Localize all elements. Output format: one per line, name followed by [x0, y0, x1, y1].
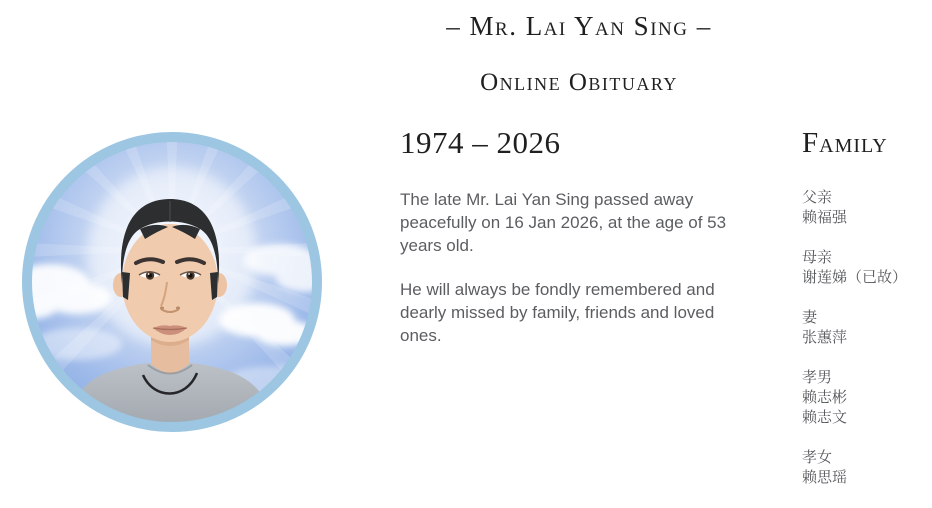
portrait-photo [22, 132, 322, 432]
family-group-sons [802, 368, 932, 428]
family-section [802, 124, 932, 508]
family-list [802, 188, 932, 488]
page-subtitle: Online Obituary [480, 69, 678, 96]
deceased-portrait-illustration [22, 132, 322, 432]
page-header [226, 10, 932, 98]
family-member-name: 张蕙萍 [802, 329, 848, 346]
family-member-name: 赖志彬 [802, 389, 848, 406]
family-group-wife [802, 308, 932, 348]
obituary-details [400, 124, 756, 368]
family-group-mother [802, 248, 932, 288]
family-relation: 孝女 [802, 449, 833, 466]
family-relation: 母亲 [802, 249, 833, 266]
life-years: 1974 – 2026 [400, 125, 561, 160]
family-heading: Family [802, 127, 888, 159]
family-member-name: 赖福强 [802, 209, 848, 226]
family-member-name: 谢莲娣（已故） [802, 269, 908, 286]
obituary-paragraph-2: He will always be fondly remembered and dearly missed by family, friends and loved ones. [400, 280, 715, 345]
family-group-daughter [802, 448, 932, 488]
family-relation: 妻 [802, 309, 818, 326]
family-member-name: 赖志文 [802, 409, 848, 426]
family-relation: 父亲 [802, 189, 833, 206]
family-relation: 孝男 [802, 369, 833, 386]
family-group-father [802, 188, 932, 228]
obituary-paragraph-1: The late Mr. Lai Yan Sing passed away peacefully on 16 Jan 2026, at the age of 53 years old. [400, 190, 727, 255]
family-member-name: 赖思瑶 [802, 469, 848, 486]
page-title: – Mr. Lai Yan Sing – [446, 11, 712, 41]
